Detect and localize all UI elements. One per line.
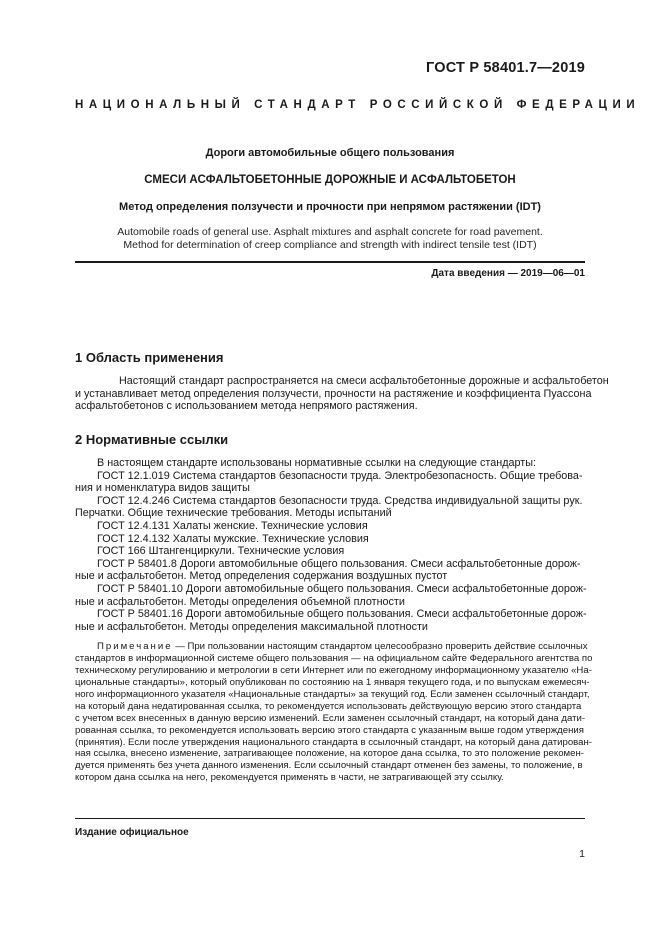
note-line: на который дана недатированная ссылка, то рекомендуется использовать действующую версию этого стандарта [75,700,582,712]
note-line: ная ссылка, внесено изменение, затрагивающее положение, на которое дана ссылка, то это положение рекомен- [75,748,584,760]
note-text: — При пользовании настоящим стандартом целесообразно проверить действие ссылочных [172,641,588,653]
note-line: стандартов в информационной системе общего пользования — на официальном сайте Федерального агентства по [75,653,593,665]
text-line: ГОСТ Р 58401.16 Дороги автомобильные общего пользования. Смеси асфальтобетонные дорож- [97,608,587,621]
text-line: ния и номенклатура видов защиты [75,482,250,495]
section-scope [75,350,609,413]
text-line: В настоящем стандарте использованы нормативные ссылки на следующие стандарты: [97,457,536,469]
title-english-line: Method for determination of creep compliance and strength with indirect tensile test (IDT) [123,239,537,251]
section-normative-references [75,432,593,784]
title-main: СМЕСИ АСФАЛЬТОБЕТОННЫЕ ДОРОЖНЫЕ И АСФАЛЬТОБЕТОН [144,174,516,186]
note-line: котором дана ссылка на него, рекомендуется применять в части, не затрагивающей эту ссылку. [75,772,504,784]
title-english [75,226,585,252]
text-line: и устанавливает метод определения ползучести, прочности на растяжение и коэффициента Пуассона [75,387,592,400]
text-line: ГОСТ Р 58401.8 Дороги автомобильные общего пользования. Смеси асфальтобетонные дорож- [97,557,581,570]
text-line: Настоящий стандарт распространяется на смеси асфальтобетонные дорожные и асфальтобетон [119,375,609,387]
national-standard-banner: НАЦИОНАЛЬНЫЙ СТАНДАРТ РОССИЙСКОЙ ФЕДЕРАЦИИ [75,99,641,111]
text-line: ГОСТ 12.4.132 Халаты мужские. Технические условия [97,532,369,545]
text-line: ные и асфальтобетон. Метод определения содержания воздушных пустот [75,570,448,583]
edition-label: Издание официальное [75,827,189,838]
note-line: (принятия). Если после утверждения национального стандарта в ссылочный стандарт, на который дана датирован- [75,736,592,748]
text-line: ГОСТ Р 58401.10 Дороги автомобильные общего пользования. Смеси асфальтобетонные дорож- [97,582,587,595]
text-line: асфальтобетонов с использованием метода непрямого растяжения. [75,400,418,413]
footer-divider [75,818,585,819]
section-body [75,375,609,413]
note-line: техническому регулированию и метрологии в сети Интернет или по ежегодному информационному указателю «На- [75,665,592,677]
text-line: ГОСТ 12.1.019 Система стандартов безопасности труда. Электробезопасность. Общие требова- [97,469,583,482]
introduction-date: Дата введения — 2019—06—01 [431,268,585,279]
section-heading: 1 Область применения [75,350,224,365]
text-line: ГОСТ 12.4.246 Система стандартов безопасности труда. Средства индивидуальной защиты рук. [97,494,583,507]
note-line: дуется применять без учета данного изменения. Если ссылочный стандарт отменен без замены, то положение, в [75,760,583,772]
title-english-line: Automobile roads of general use. Asphalt mixtures and asphalt concrete for road pavement. [117,226,543,238]
title-roads: Дороги автомобильные общего пользования [205,147,455,159]
note-line: циональные стандарты», который опубликован по состоянию на 1 января текущего года, и по выпускам ежемесяч- [75,677,590,689]
text-line: ГОСТ 12.4.131 Халаты женские. Технические условия [97,519,368,532]
text-line: ГОСТ 166 Штангенциркули. Технические условия [97,545,345,558]
note-line: с учетом всех внесенных в данную версию изменений. Если заменен ссылочный стандарт, на который дана дати- [75,712,586,724]
note-line [75,641,588,653]
section-body [75,457,585,633]
title-divider [75,261,585,263]
page-number: 1 [579,848,585,860]
section-heading: 2 Нормативные ссылки [75,432,229,447]
title-method: Метод определения ползучести и прочности при непрямом растяжении (IDT) [119,201,541,213]
note [75,641,593,784]
text-line: ные и асфальтобетон. Методы определения объемной плотности [75,595,405,608]
note-line: ного информационного указателя «Национальные стандарты» за текущий год. Если заменен ссылочный стандарт, [75,688,590,700]
note-label: Примечание [97,641,173,653]
note-line: рованная ссылка, то рекомендуется использовать версию этого стандарта с указанным выше годом утверждения [75,724,584,736]
text-line: ные и асфальтобетон. Методы определения максимальной плотности [75,620,428,633]
doc-code: ГОСТ Р 58401.7—2019 [426,60,585,76]
text-line: Перчатки. Общие технические требования. Методы испытаний [75,507,392,520]
